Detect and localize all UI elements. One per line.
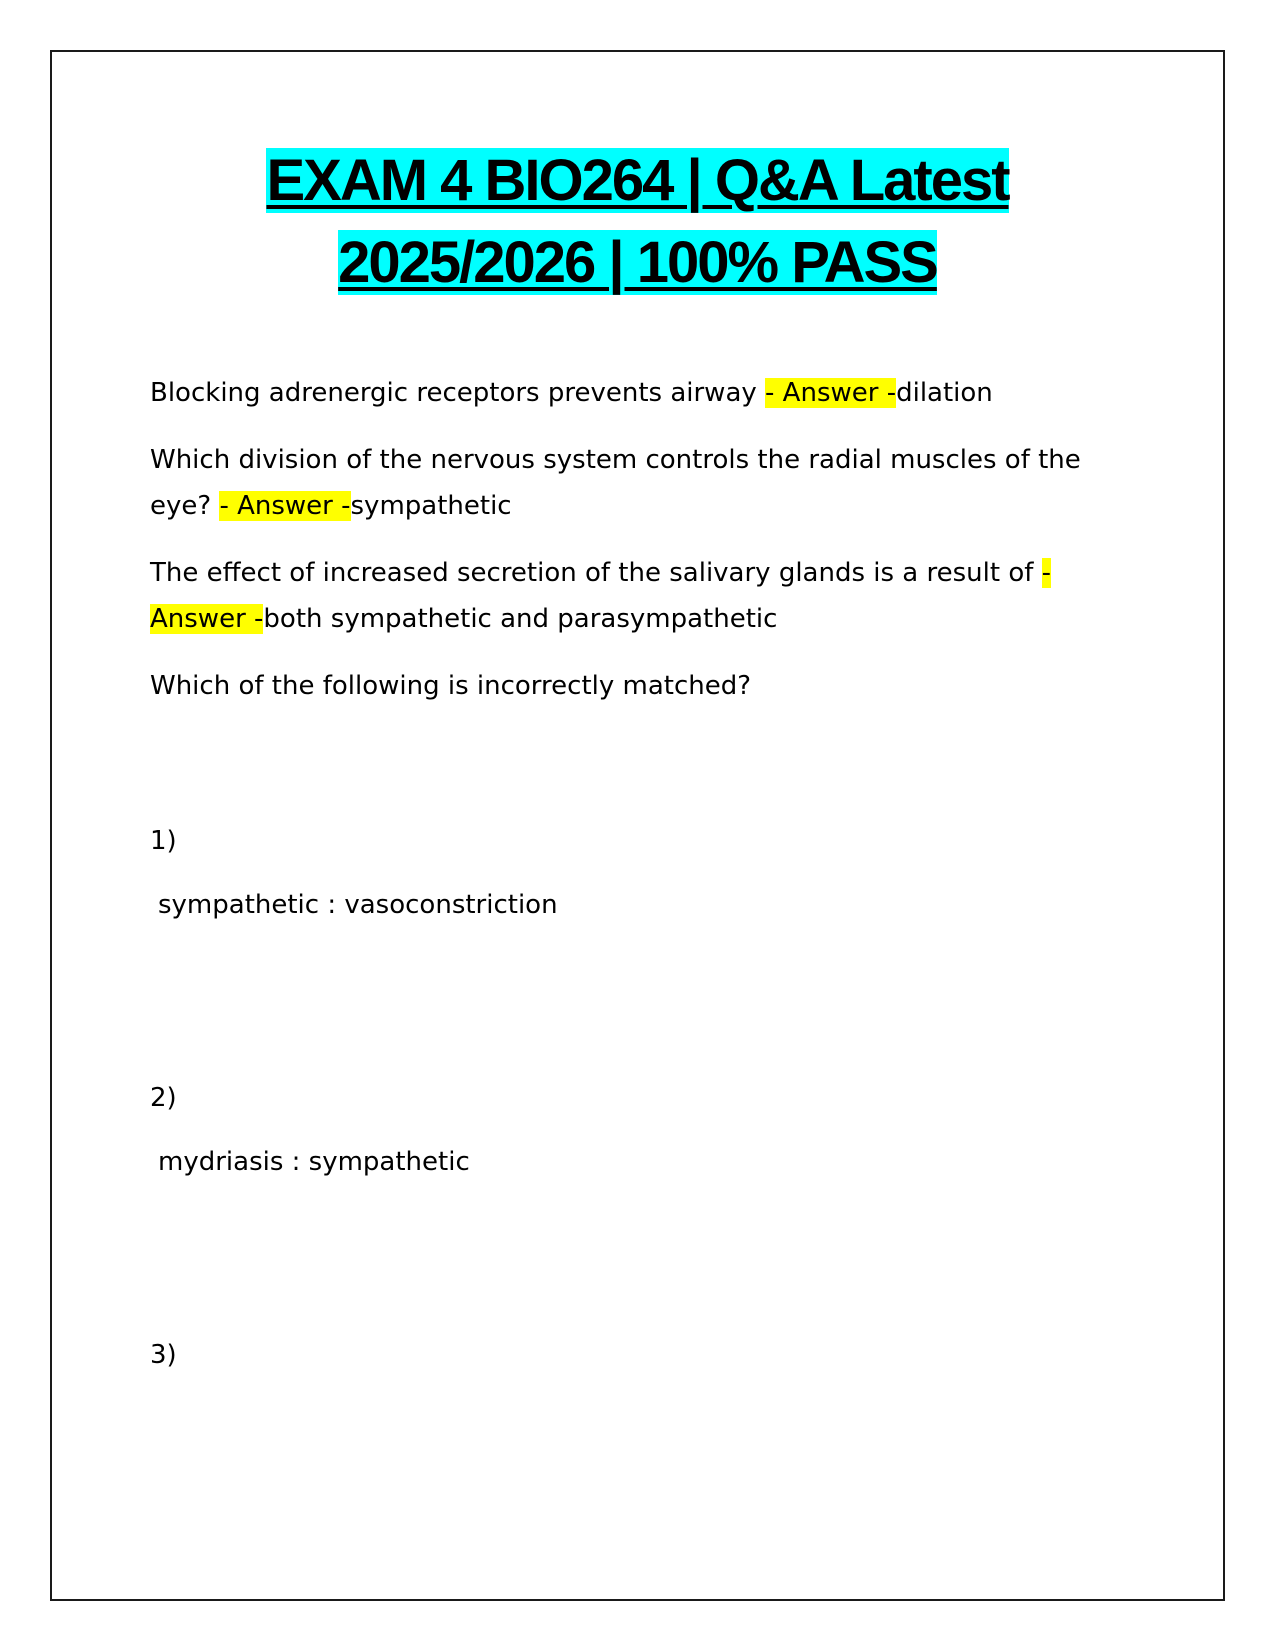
question-text: Blocking adrenergic receptors prevents airway [150, 378, 766, 408]
qa-list [150, 370, 1130, 730]
title-line-2: 2025/2026 | 100% PASS [338, 230, 937, 295]
answer-marker: - Answer - [219, 491, 351, 521]
qa-item-1 [150, 370, 1130, 416]
answer-text: dilation [896, 378, 993, 408]
answer-text: both sympathetic and parasympathetic [263, 604, 778, 634]
option-1-number: 1) [150, 826, 177, 856]
question-text: Which division of the nervous system controls the radial muscles of the eye? [150, 445, 1081, 521]
answer-marker: - Answer - [150, 558, 1052, 634]
title-line-1: EXAM 4 BIO264 | Q&A Latest [266, 148, 1009, 213]
answer-marker: - Answer - [765, 378, 897, 408]
option-3-number: 3) [150, 1340, 177, 1370]
qa-item-3 [150, 550, 1130, 642]
question-text: The effect of increased secretion of the salivary glands is a result of [150, 558, 1042, 588]
open-question: Which of the following is incorrectly matched? [150, 671, 752, 701]
option-2-text: mydriasis : sympathetic [158, 1147, 470, 1177]
answer-text: sympathetic [350, 491, 512, 521]
document-title [0, 140, 1275, 304]
qa-item-2 [150, 437, 1130, 529]
option-1-text: sympathetic : vasoconstriction [158, 890, 558, 920]
option-2-number: 2) [150, 1083, 177, 1113]
